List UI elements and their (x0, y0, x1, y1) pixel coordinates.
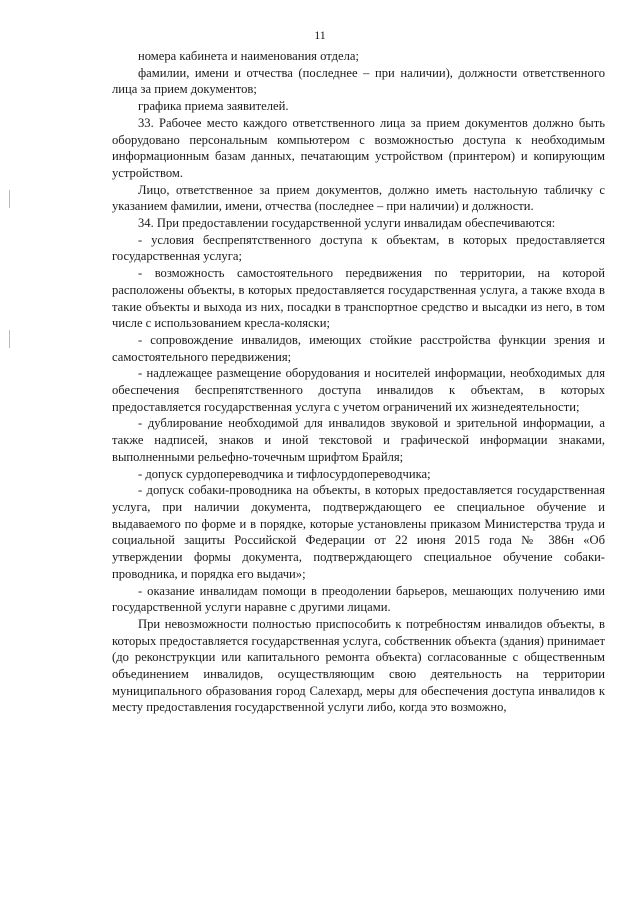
list-item: - оказание инвалидам помощи в преодолении барьеров, мешающих получению ими государственной услуги наравне с другими лицами. (112, 583, 605, 615)
paragraph: графика приема заявителей. (138, 99, 289, 114)
margin-scan-mark (9, 190, 10, 208)
list-item: - сопровождение инвалидов, имеющих стойкие расстройства функции зрения и самостоятельного передвижения; (112, 332, 605, 364)
list-item: - надлежащее размещение оборудования и носителей информации, необходимых для обеспечения беспрепятственного доступа инвалидов к объектам, в которых предоставляется государственная услуга с учетом ограничений их жизнедеятельности; (112, 366, 605, 414)
paragraph: Лицо, ответственное за прием документов, должно иметь настольную табличку с указанием фамилии, имени, отчества (последнее – при наличии) и должности. (112, 182, 605, 214)
list-item: - возможность самостоятельного передвижения по территории, на которой расположены объекты, в которых предоставляется государственная услуга, а также входа в такие объекты и выхода из них, посадки в транспортное средство и высадки из него, в том числе с использованием кресла-коляски; (112, 266, 605, 331)
page-number: 11 (314, 28, 326, 42)
paragraph: 34. При предоставлении государственной услуги инвалидам обеспечиваются: (138, 216, 556, 231)
list-item: - условия беспрепятственного доступа к объектам, в которых предоставляется государственная услуга; (112, 232, 605, 264)
paragraph: При невозможности полностью приспособить к потребностям инвалидов объекты, в которых предоставляется государственная услуга, собственник объекта (здания) принимает (до реконструкции или капитального ремонта объекта) согласованные с общественным объединением инвалидов, осуществляющим свою деятельность на территории муниципального образования город Салехард, меры для обеспечения доступа инвалидов к месту предоставления государственной услуги либо, когда это возможно, (112, 616, 605, 715)
paragraph: номера кабинета и наименования отдела; (138, 49, 359, 63)
margin-scan-mark (9, 330, 10, 348)
paragraph: 33. Рабочее место каждого ответственного лица за прием документов должно быть оборудовано персональным компьютером с возможностью доступа к необходимым информационным базам данных, печатающим устройством (принтером) и копирующим устройством. (112, 115, 605, 180)
paragraph: фамилии, имени и отчества (последнее – при наличии), должности ответственного лица за прием документов; (112, 65, 605, 97)
list-item: - допуск сурдопереводчика и тифлосурдопереводчика; (138, 466, 431, 481)
list-item: - дублирование необходимой для инвалидов звуковой и зрительной информации, а также надписей, знаков и иной текстовой и графической информации знаками, выполненными рельефно-точечным шрифтом Брайля; (112, 416, 605, 464)
list-item: - допуск собаки-проводника на объекты, в которых предоставляется государственная услуга, при наличии документа, подтверждающего ее специальное обучение и выдаваемого по форме и в порядке, которые установлены приказом Министерства труда и социальной защиты Российской Федерации от 22 июня 2015 года № 386н «Об утверждении формы документа, подтверждающего специальное обучение собаки-проводника, и порядка его выдачи»; (112, 483, 605, 581)
document-body (112, 48, 605, 716)
